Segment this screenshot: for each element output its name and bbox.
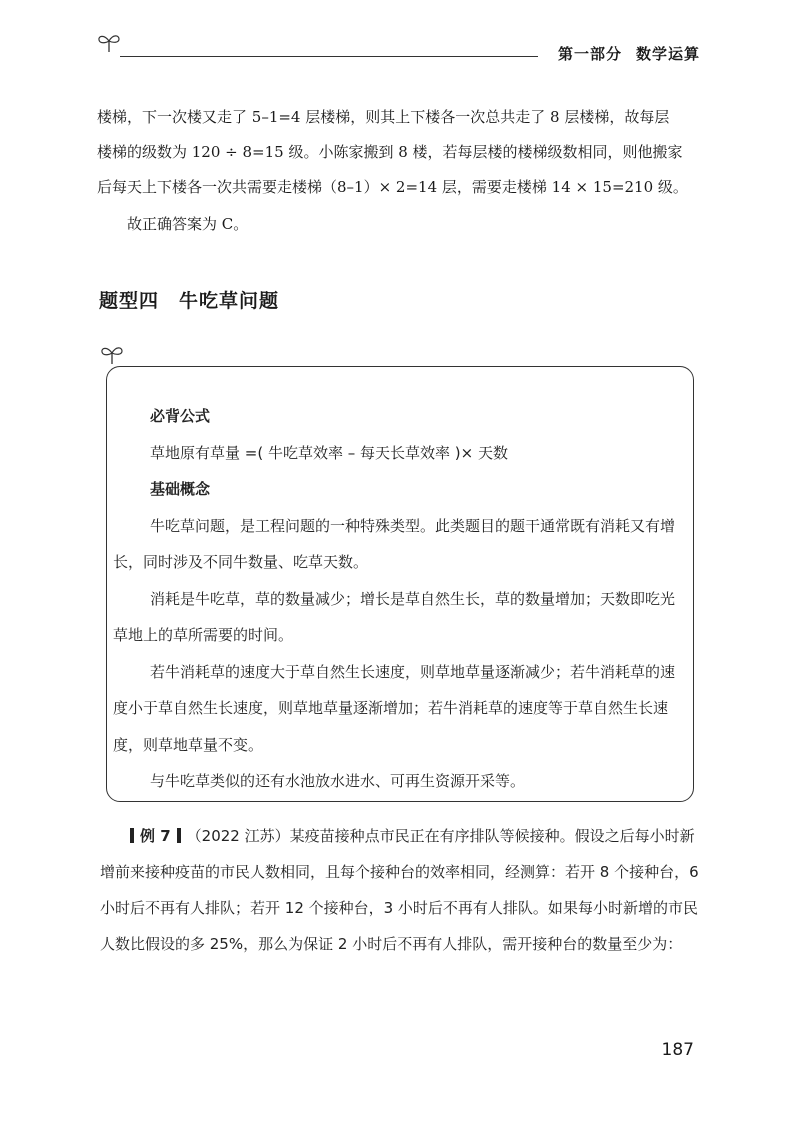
formula-box-content <box>113 398 678 800</box>
header-part: 第一部分 <box>557 45 622 63</box>
intro-line: 楼梯的级数为 120 ÷ 8=15 级。小陈家搬到 8 楼，若每层楼的楼梯级数相同，则他搬家 <box>97 143 683 161</box>
section-label: 题型四 <box>99 290 160 312</box>
formula-text: 草地原有草量 =( 牛吃草效率 – 每天长草效率 )× 天数 <box>150 443 508 462</box>
formula-heading: 必背公式 <box>150 407 211 425</box>
example-text: 某疫苗接种点市民正在有序排队等候接种。假设之后每小时新增前来接种疫苗的市民人数相同，且每个接种台的效率相同，经测算：若开 8 个接种台，6 小时后不再有人排队；若开 12 个接种台，3 小时后不再有人排队。如果每小时新增的市民人数比假设的多 25%，那么为保证 2 小时后不再有人排队，需开接种台的数量至少为： <box>100 827 699 953</box>
answer-line: 故正确答案为 C。 <box>127 215 249 233</box>
section-title <box>99 286 279 313</box>
example-source: （2022 江苏） <box>186 827 290 845</box>
sprout-icon <box>99 344 125 366</box>
page-number: 187 <box>661 1040 694 1060</box>
header-text <box>558 43 700 64</box>
example-question <box>100 818 700 962</box>
running-header <box>96 30 700 70</box>
concept-heading: 基础概念 <box>150 480 211 498</box>
intro-line: 楼梯，下一次楼又走了 5–1=4 层楼梯，则其上下楼各一次总共走了 8 层楼梯，故每层 <box>97 108 670 126</box>
sprout-icon <box>96 32 122 54</box>
intro-line: 后每天上下楼各一次共需要走楼梯（8–1）× 2=14 层，需要走楼梯 14 × 15=210 级。 <box>97 178 688 196</box>
concept-paragraph: 牛吃草问题，是工程问题的一种特殊类型。此类题目的题干通常既有消耗又有增长，同时涉及不同牛数量、吃草天数。 <box>113 516 676 571</box>
example-label: 例 7 <box>140 827 171 845</box>
concept-paragraph: 若牛消耗草的速度大于草自然生长速度，则草地草量逐渐减少；若牛消耗草的速度小于草自然生长速度，则草地草量逐渐增加；若牛消耗草的速度等于草自然生长速度，则草地草量不变。 <box>113 662 676 754</box>
header-title: 数学运算 <box>635 45 700 63</box>
bracket-bar-left <box>130 828 134 843</box>
concept-paragraph: 消耗是牛吃草，草的数量减少；增长是草自然生长，草的数量增加；天数即吃光草地上的草所需要的时间。 <box>113 589 676 644</box>
section-name: 牛吃草问题 <box>179 290 280 312</box>
bracket-bar-right <box>177 828 181 843</box>
concept-paragraph: 与牛吃草类似的还有水池放水进水、可再生资源开采等。 <box>150 772 526 790</box>
intro-paragraph <box>97 100 697 242</box>
header-rule <box>120 56 538 57</box>
